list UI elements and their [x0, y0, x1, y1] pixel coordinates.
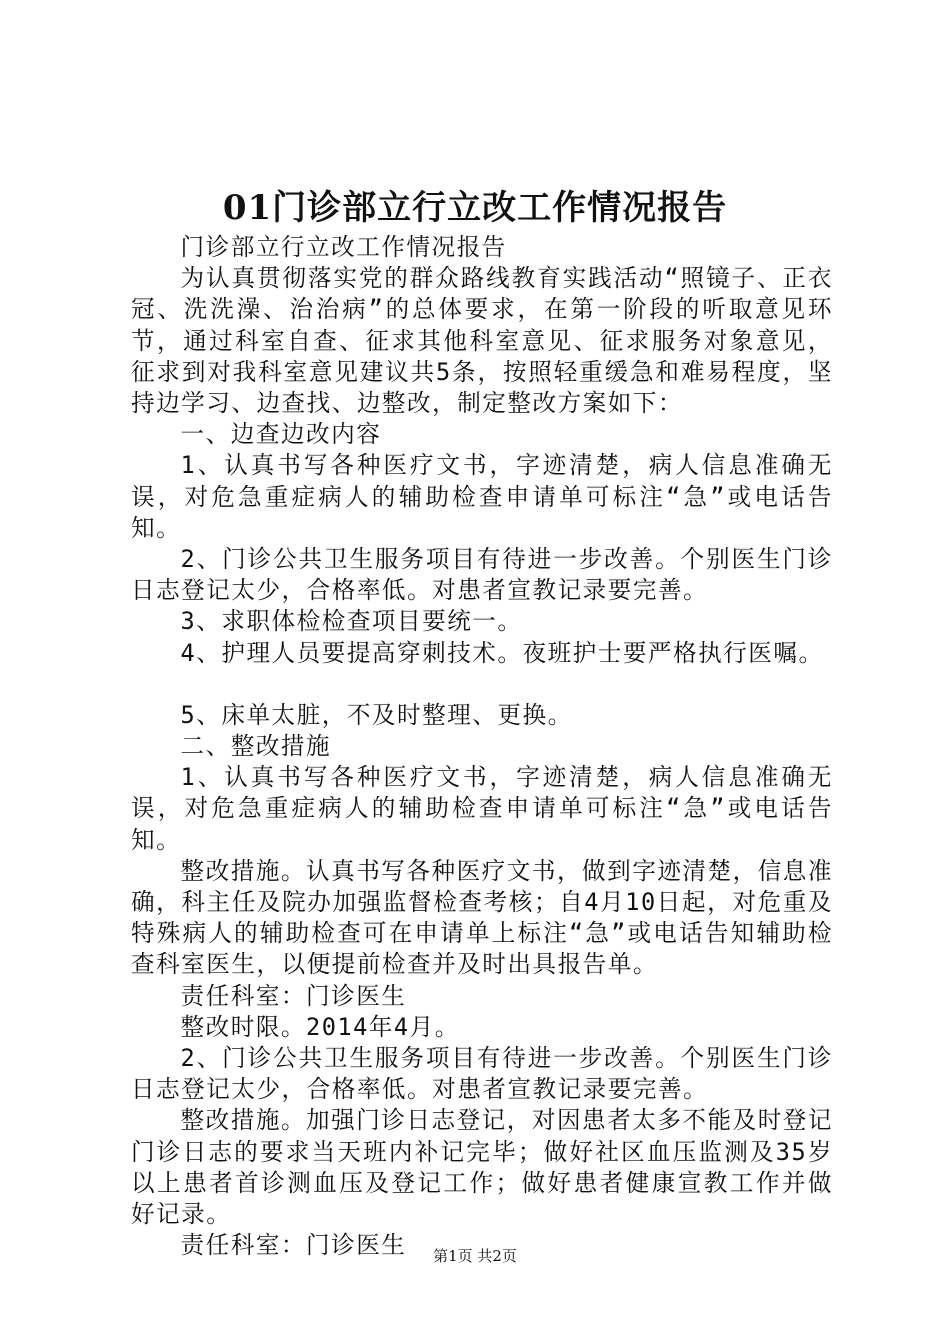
paragraph: 3、求职体检检查项目要统一。 [180, 607, 523, 636]
section-heading: 二、整改措施 [180, 732, 332, 761]
page-number: 第1页 共2页 [433, 1247, 517, 1265]
paragraph: 1、认真书写各种医疗文书，字迹清楚，病人信息准确无误，对危急重症病人的辅助检查申请单可标注“急”或电话告知。 [131, 451, 833, 542]
document-title: 01门诊部立行立改工作情况报告 [222, 188, 728, 228]
paragraph: 5、床单太脏，不及时整理、更换。 [180, 700, 573, 729]
section-heading: 一、边查边改内容 [180, 420, 382, 449]
paragraph: 责任科室：门诊医生 [180, 1231, 407, 1260]
paragraph: 1、认真书写各种医疗文书，字迹清楚，病人信息准确无误，对危急重症病人的辅助检查申请单可标注“急”或电话告知。 [131, 763, 833, 854]
document-body [131, 232, 833, 1262]
paragraph: 4、护理人员要提高穿刺技术。夜班护士要严格执行医嘱。 [180, 638, 824, 667]
paragraph: 2、门诊公共卫生服务项目有待进一步改善。个别医生门诊日志登记太少，合格率低。对患者宣教记录要完善。 [131, 1044, 833, 1104]
paragraph: 整改措施。加强门诊日志登记，对因患者太多不能及时登记门诊日志的要求当天班内补记完毕；做好社区血压监测及35岁以上患者首诊测血压及登记工作；做好患者健康宣教工作并做好记录。 [131, 1106, 833, 1229]
paragraph: 为认真贯彻落实党的群众路线教育实践活动“照镜子、正衣冠、洗洗澡、治治病”的总体要求，在第一阶段的听取意见环节，通过科室自查、征求其他科室意见、征求服务对象意见，征求到对我科室意见建议共5条，按照轻重缓急和难易程度，坚持边学习、边查找、边整改，制定整改方案如下： [131, 264, 833, 418]
paragraph: 整改措施。认真书写各种医疗文书，做到字迹清楚，信息准确，科主任及院办加强监督检查考核；自4月10日起，对危重及特殊病人的辅助检查可在申请单上标注“急”或电话告知辅助检查科室医生，以便提前检查并及时出具报告单。 [131, 856, 833, 979]
paragraph: 门诊部立行立改工作情况报告 [180, 233, 507, 261]
paragraph: 责任科室：门诊医生 [180, 981, 407, 1010]
paragraph: 整改时限。2014年4月。 [180, 1012, 460, 1041]
paragraph: 2、门诊公共卫生服务项目有待进一步改善。个别医生门诊日志登记太少，合格率低。对患者宣教记录要完善。 [131, 545, 833, 605]
